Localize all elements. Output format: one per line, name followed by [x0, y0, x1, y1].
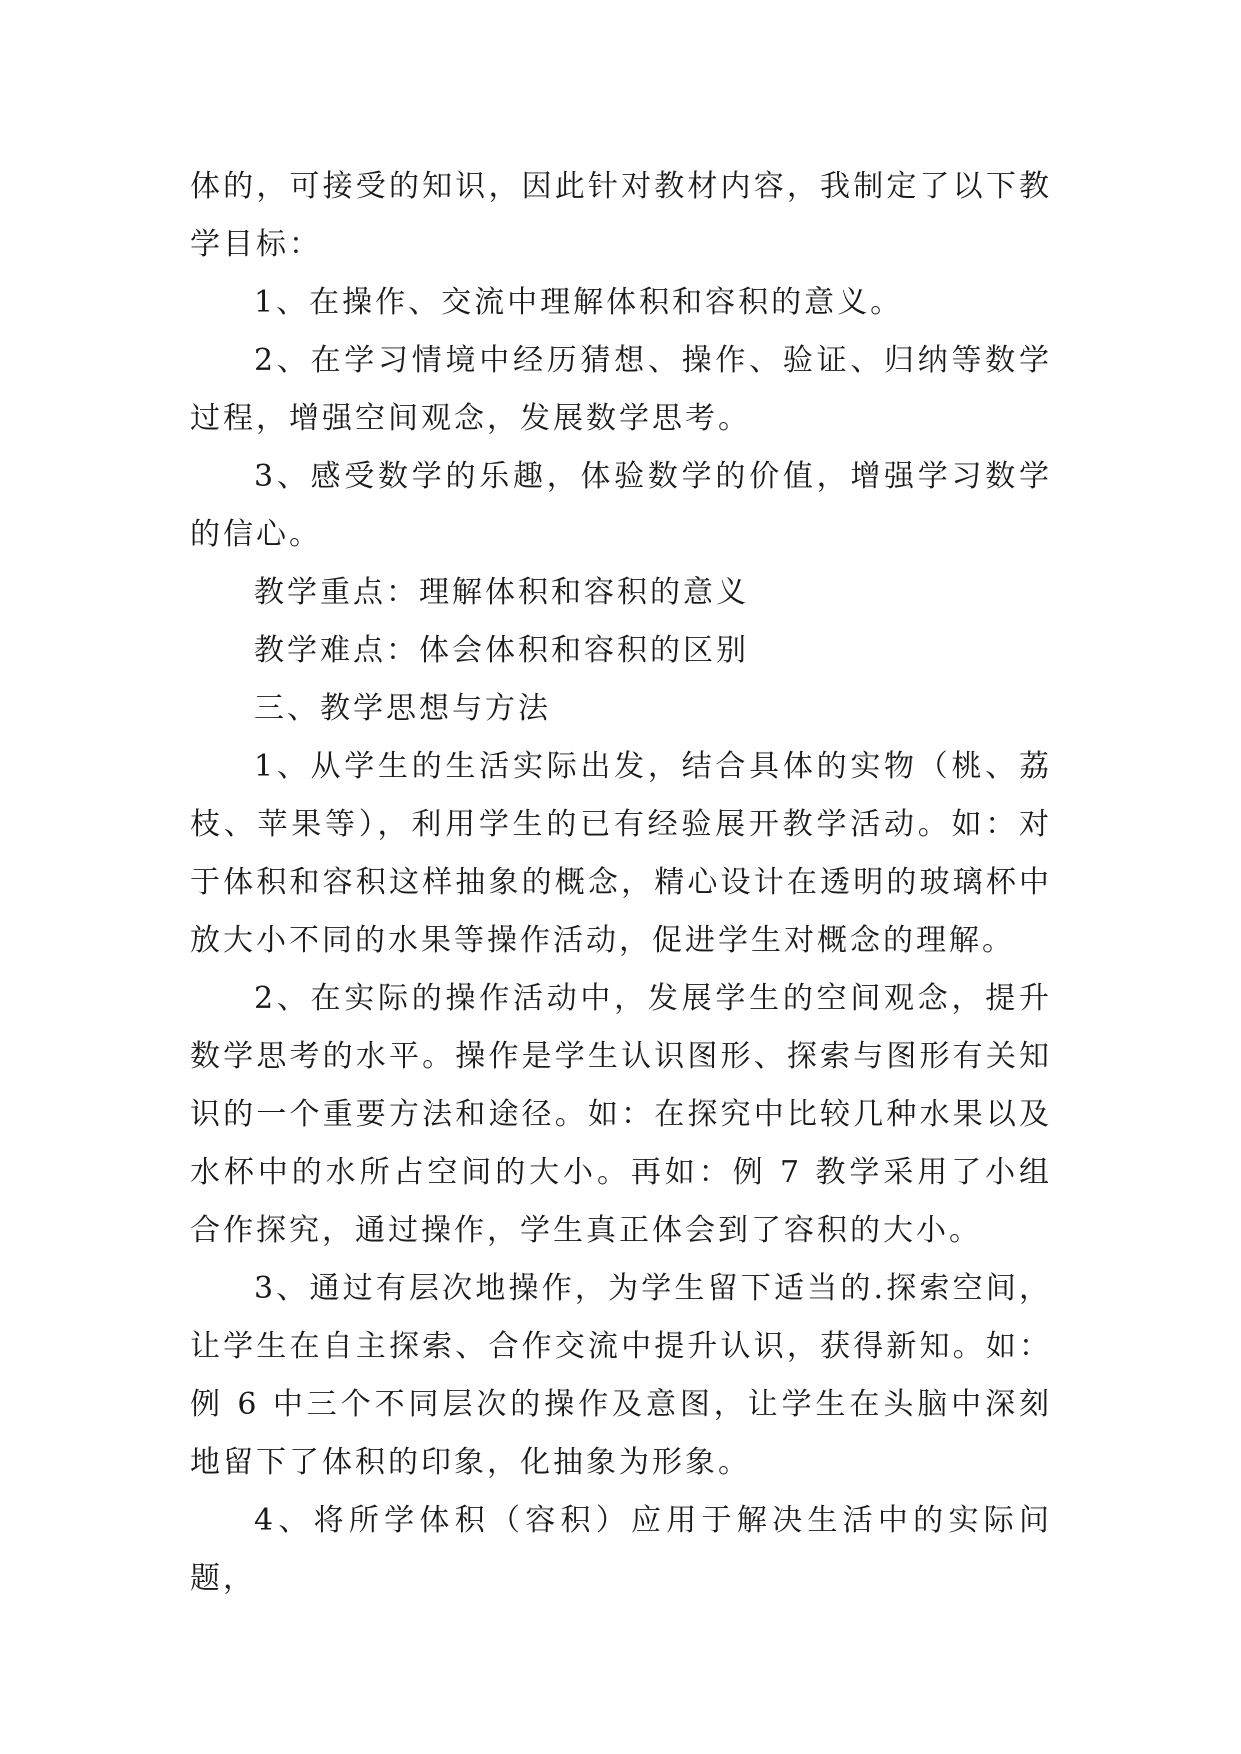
paragraph-6: 教学难点：体会体积和容积的区别: [254, 633, 749, 668]
paragraph-4: 3、感受数学的乐趣，体验数学的价值，增强学习数学的信心。: [190, 459, 1052, 552]
paragraph-5: 教学重点：理解体积和容积的意义: [254, 575, 749, 610]
paragraph-1: 体的，可接受的知识，因此针对教材内容，我制定了以下教学目标：: [190, 169, 1052, 262]
paragraph-10: 3、通过有层次地操作，为学生留下适当的.探索空间，让学生在自主探索、合作交流中提升认识，获得新知。如：例 6 中三个不同层次的操作及意图，让学生在头脑中深刻地留下了体积的印象，化抽象为形象。: [190, 1271, 1052, 1480]
paragraph-9: 2、在实际的操作活动中，发展学生的空间观念，提升数学思考的水平。操作是学生认识图形、探索与图形有关知识的一个重要方法和途径。如：在探究中比较几种水果以及水杯中的水所占空间的大小。再如：例 7 教学采用了小组合作探究，通过操作，学生真正体会到了容积的大小。: [190, 981, 1052, 1248]
paragraph-2: 1、在操作、交流中理解体积和容积的意义。: [254, 285, 904, 320]
paragraph-11: 4、将所学体积（容积）应用于解决生活中的实际问题，: [190, 1503, 1052, 1596]
body-text: [190, 158, 1052, 1608]
paragraph-3: 2、在学习情境中经历猜想、操作、验证、归纳等数学过程，增强空间观念，发展数学思考。: [190, 343, 1052, 436]
paragraph-8: 1、从学生的生活实际出发，结合具体的实物（桃、荔枝、苹果等），利用学生的已有经验展开教学活动。如：对于体积和容积这样抽象的概念，精心设计在透明的玻璃杯中放大小不同的水果等操作活动，促进学生对概念的理解。: [190, 749, 1052, 958]
section-heading: 三、教学思想与方法: [254, 691, 551, 726]
